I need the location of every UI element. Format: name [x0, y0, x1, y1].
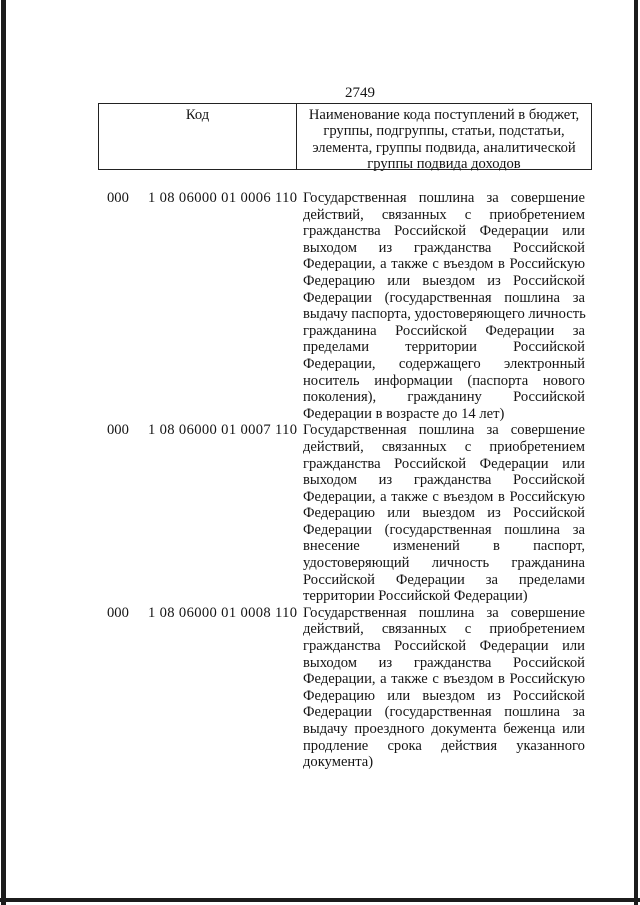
word: пошлина — [504, 704, 561, 721]
word: въездом — [443, 488, 494, 505]
word: гражданства — [413, 239, 492, 256]
word: действий, — [303, 621, 364, 638]
word: паспорт, — [533, 538, 585, 555]
word: выдачу — [303, 306, 348, 323]
word: Российской — [513, 687, 585, 704]
word: Федерации — [479, 455, 549, 472]
header-name-line: группы, подгруппы, статьи, подстатьи, — [323, 123, 565, 140]
description-line — [303, 273, 585, 290]
word: или — [387, 272, 411, 289]
word: из — [378, 654, 393, 671]
word: также — [391, 488, 428, 505]
header-name-line: Наименование кода поступлений в бюджет, — [308, 107, 580, 123]
word: продление — [303, 737, 369, 754]
word: выездом — [422, 272, 475, 289]
word: или — [387, 505, 411, 522]
word: Российской — [513, 505, 585, 522]
word: Российскую — [509, 671, 585, 688]
word: (государственная — [384, 521, 492, 538]
word: из — [378, 472, 393, 489]
word: въездом — [443, 671, 494, 688]
word: из — [487, 505, 501, 522]
word: срока — [387, 737, 422, 754]
word: Российской — [513, 339, 585, 356]
word: также — [391, 256, 428, 273]
word: паспорта, — [351, 306, 411, 323]
word: Российской — [303, 571, 375, 588]
word: или — [562, 223, 585, 240]
word: или — [562, 638, 585, 655]
description-line — [303, 290, 585, 307]
description-line: Федерации в возрасте до 14 лет) — [303, 405, 505, 422]
word: личность — [528, 306, 586, 323]
word: Федерации, — [303, 355, 376, 372]
word: за — [572, 289, 585, 306]
word: Российской — [513, 472, 585, 489]
description-line — [303, 456, 585, 473]
word: за — [485, 571, 498, 588]
word: а — [380, 671, 387, 688]
word: за — [572, 521, 585, 538]
description-line — [303, 638, 585, 655]
revenue-description — [303, 190, 585, 422]
description-line — [303, 223, 585, 240]
word: содержащего — [398, 355, 481, 372]
word: Российской — [394, 223, 467, 240]
word: связанных — [381, 438, 447, 455]
word: из — [378, 239, 393, 256]
revenue-description — [303, 605, 585, 771]
word: из — [487, 687, 501, 704]
header-code-cell: Код — [99, 104, 297, 169]
description-line — [303, 472, 585, 489]
word: или — [387, 687, 411, 704]
word: гражданину — [407, 389, 482, 406]
word: выездом — [422, 687, 475, 704]
description-line — [303, 522, 585, 539]
word: удостоверяющего — [414, 306, 525, 323]
word: гражданства — [413, 472, 492, 489]
word: Российской — [513, 272, 585, 289]
word: указанного — [516, 737, 585, 754]
word: за — [486, 604, 499, 621]
revenue-table-header — [98, 103, 592, 173]
word: выездом — [422, 505, 475, 522]
word: (государственная — [384, 289, 492, 306]
word: личность — [431, 555, 490, 572]
revenue-code: 1 08 06000 01 0008 110 — [148, 604, 298, 621]
description-line — [303, 373, 585, 390]
description-line — [303, 538, 585, 555]
word: территории — [405, 339, 477, 356]
word: удостоверяющий — [303, 555, 410, 572]
description-line — [303, 422, 585, 439]
description-line — [303, 671, 585, 688]
header-name-cell — [297, 104, 591, 172]
word: гражданства — [303, 223, 381, 240]
word: Государственная — [303, 190, 407, 206]
word: Федерации, — [303, 256, 376, 273]
word: Российскую — [509, 488, 585, 505]
word: Российской — [395, 322, 467, 339]
word: приобретением — [489, 621, 585, 638]
word: электронный — [503, 355, 585, 372]
description-line — [303, 339, 585, 356]
description-line — [303, 505, 585, 522]
word: Федерации — [485, 322, 555, 339]
description-line — [303, 323, 585, 340]
admin-code: 000 — [107, 422, 129, 439]
word: Федерации — [395, 571, 465, 588]
table-row — [0, 605, 640, 771]
word: за — [572, 322, 585, 339]
word: (государственная — [384, 704, 492, 721]
description-line — [303, 738, 585, 755]
word: совершение — [510, 190, 585, 206]
word: пошлина — [418, 190, 475, 206]
word: совершение — [510, 604, 585, 621]
description-line — [303, 240, 585, 257]
description-line — [303, 572, 585, 589]
revenue-code: 1 08 06000 01 0006 110 — [148, 190, 298, 206]
word: за — [486, 422, 499, 439]
description-line — [303, 439, 585, 456]
word: действий, — [303, 438, 364, 455]
description-line — [303, 306, 585, 323]
word: пределами — [518, 571, 585, 588]
word: гражданина — [511, 555, 585, 572]
word: с — [432, 671, 439, 688]
word: действий, — [303, 206, 364, 223]
word: Российской — [513, 389, 585, 406]
revenue-table-body — [0, 190, 640, 771]
word: Российской — [394, 455, 467, 472]
word: а — [380, 488, 387, 505]
word: или — [562, 721, 585, 737]
word: связанных — [381, 621, 447, 638]
word: информации — [374, 372, 453, 389]
word: Федерации — [303, 289, 372, 306]
word: в — [492, 538, 500, 555]
admin-code: 000 — [107, 604, 129, 621]
word: внесение — [303, 538, 360, 555]
word: с — [432, 256, 439, 273]
header-name-line: элемента, группы подвида, аналитической — [312, 139, 576, 156]
word: выходом — [303, 472, 357, 489]
description-line — [303, 207, 585, 224]
word: гражданства — [303, 455, 381, 472]
word: пределами — [303, 339, 370, 356]
word: гражданства — [303, 638, 381, 655]
description-line — [303, 621, 585, 638]
word: действия — [441, 737, 498, 754]
word: приобретением — [489, 206, 585, 223]
word: или — [562, 455, 585, 472]
word: Российской — [394, 638, 467, 655]
description-line — [303, 655, 585, 672]
word: пошлина — [418, 422, 475, 439]
word: за — [486, 190, 499, 206]
word: документа — [431, 721, 497, 737]
table-row — [0, 422, 640, 605]
description-line — [303, 555, 585, 572]
description-line — [303, 356, 585, 373]
word: Российской — [513, 239, 585, 256]
admin-code: 000 — [107, 190, 129, 206]
page-number: 2749 — [345, 85, 375, 101]
word: Федерацию — [303, 505, 376, 522]
description-line — [303, 688, 585, 705]
word: выходом — [303, 239, 357, 256]
word: в — [497, 488, 505, 505]
word: Федерацию — [303, 687, 376, 704]
word: (паспорта — [467, 372, 529, 389]
description-line — [303, 190, 585, 207]
word: пошлина — [418, 604, 475, 621]
word: с — [464, 206, 472, 223]
description-line — [303, 389, 585, 406]
word: гражданства — [413, 654, 492, 671]
word: нового — [542, 372, 585, 389]
revenue-description — [303, 422, 585, 605]
word: проездного — [354, 721, 425, 737]
word: пошлина — [504, 289, 561, 306]
word: въездом — [443, 256, 494, 273]
word: с — [464, 621, 472, 638]
description-line — [303, 721, 585, 738]
word: Федерации — [479, 638, 549, 655]
word: Государственная — [303, 604, 407, 621]
description-line: документа) — [303, 754, 374, 771]
header-name-line: группы подвида доходов — [367, 156, 521, 173]
word: связанных — [381, 206, 447, 223]
revenue-code: 1 08 06000 01 0007 110 — [148, 422, 298, 439]
word: гражданина — [303, 322, 377, 339]
word: Федерации, — [303, 671, 376, 688]
word: Федерации — [303, 704, 372, 721]
word: Российской — [513, 654, 585, 671]
word: Федерации, — [303, 488, 376, 505]
word: носитель — [303, 372, 360, 389]
description-line — [303, 256, 585, 273]
word: пошлина — [504, 521, 561, 538]
word: с — [464, 438, 472, 455]
description-line — [303, 605, 585, 622]
word: за — [572, 704, 585, 721]
word: беженца — [503, 721, 556, 737]
word: поколения), — [303, 389, 377, 406]
description-line — [303, 704, 585, 721]
word: изменений — [392, 538, 460, 555]
word: Российскую — [509, 256, 585, 273]
word: Федерации — [303, 521, 372, 538]
scan-edge-bottom — [0, 898, 640, 902]
word: Федерации — [479, 223, 549, 240]
word: выходом — [303, 654, 357, 671]
word: а — [380, 256, 387, 273]
word: в — [497, 256, 505, 273]
word: также — [391, 671, 428, 688]
word: из — [487, 272, 501, 289]
word: Государственная — [303, 422, 407, 439]
word: выдачу — [303, 721, 348, 737]
word: в — [497, 671, 505, 688]
table-row — [0, 190, 640, 422]
word: совершение — [510, 422, 585, 439]
word: с — [432, 488, 439, 505]
description-line: территории Российской Федерации) — [303, 588, 528, 605]
description-line — [303, 489, 585, 506]
word: приобретением — [489, 438, 585, 455]
word: Федерацию — [303, 272, 376, 289]
